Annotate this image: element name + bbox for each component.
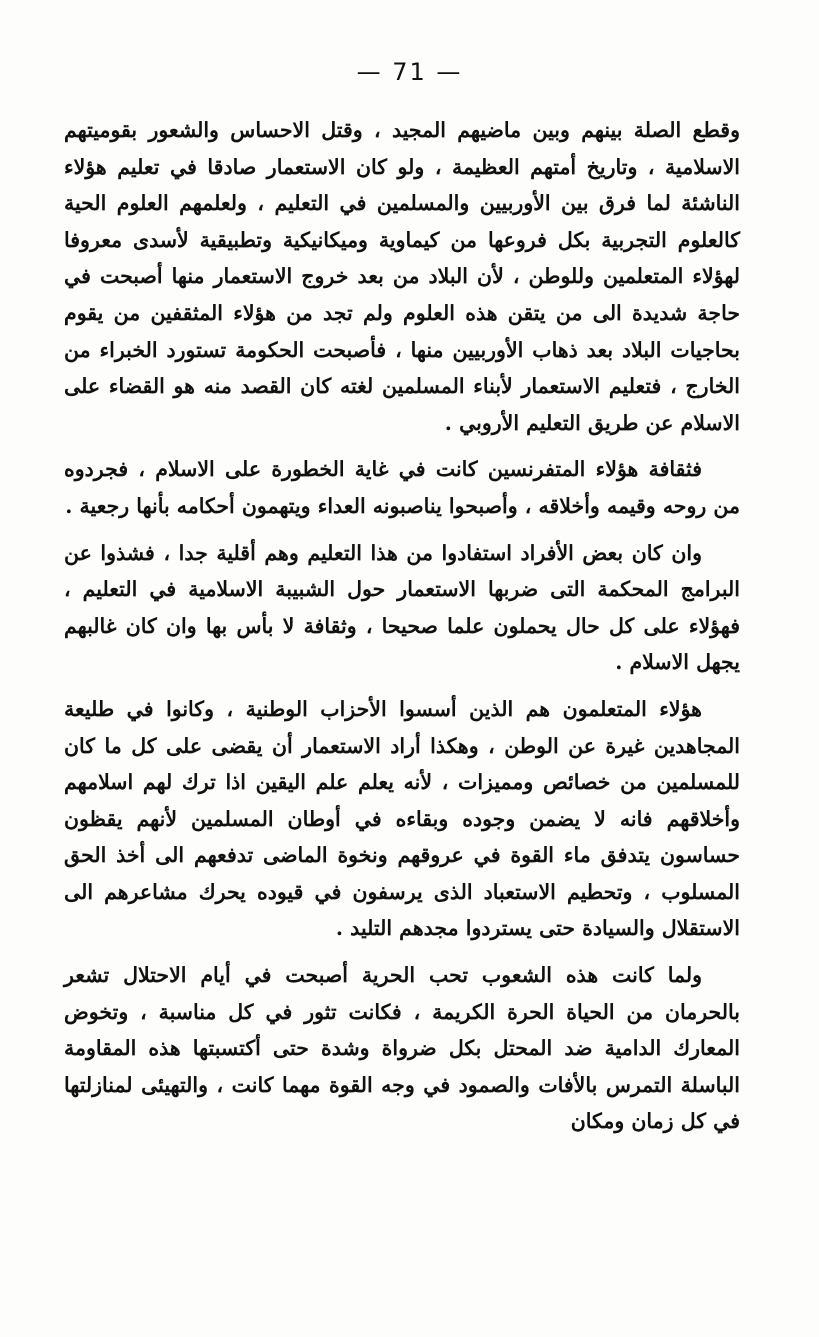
paragraph: وان كان بعض الأفراد استفادوا من هذا التعليم وهم أقلية جدا ، فشذوا عن البرامج المحكمة التى ضربها الاستعمار حول الشبيبة الاسلامية في التعليم ، فهؤلاء على كل حال يحملون علما صحيحا ، وثقافة لا بأس بها وان كان غالبهم يجهل الاسلام . <box>64 540 740 675</box>
paragraph: وقطع الصلة بينهم وبين ماضيهم المجيد ، وقتل الاحساس والشعور بقوميتهم الاسلامية ، وتاريخ أمتهم العظيمة ، ولو كان الاستعمار صادقا في تعليم هؤلاء الناشئة لما فرق بين الأوربيين والمسلمين في التعليم ، ولعلمهم العلوم الحية كالعلوم التجربية بكل فروعها من كيماوية وميكانيكية وتطبيقية لأسدى معروفا لهؤلاء المتعلمين وللوطن ، لأن البلاد من بعد خروج الاستعمار منها أصبحت في حاجة شديدة الى من يتقن هذه العلوم ولم تجد من هؤلاء المثقفين من يقوم بحاجيات البلاد بعد ذهاب الأوربيين منها ، فأصبحت الحكومة تستورد الخبراء من الخارج ، فتعليم الاستعمار لأبناء المسلمين لغته كان القصد منه هو القضاء على الاسلام عن طريق التعليم الأروبي . <box>64 118 740 435</box>
paragraph: فثقافة هؤلاء المتفرنسين كانت في غاية الخطورة على الاسلام ، فجردوه من روحه وقيمه وأخلاقه ، وأصبحوا يناصبونه العداء ويتهمون أحكامه بأنها رجعية . <box>64 457 740 518</box>
paragraph: هؤلاء المتعلمون هم الذين أسسوا الأحزاب الوطنية ، وكانوا في طليعة المجاهدين غيرة عن الوطن ، وهكذا أراد الاستعمار أن يقضى على كل ما كان للمسلمين من خصائص ومميزات ، لأنه يعلم علم اليقين اذا ترك لهم اسلامهم وأخلاقهم فانه لا يضمن وجوده وبقاءه في أوطان المسلمين لأنهم يقظون حساسون يتدفق ماء القوة في عروقهم ونخوة الماضى تدفعهم الى أخذ الحق المسلوب ، وتحطيم الاستعباد الذى يرسفون في قيوده يحرك مشاعرهم الى الاستقلال والسيادة حتى يستردوا مجدهم التليد . <box>64 696 740 941</box>
paragraph: ولما كانت هذه الشعوب تحب الحرية أصبحت في أيام الاحتلال تشعر بالحرمان من الحياة الحرة الكريمة ، فكانت تثور في كل مناسبة ، وتخوض المعارك الدامية ضد المحتل بكل ضرواة وشدة حتى أكتسبتها هذه المقاومة الباسلة التمرس بالأفات والصمود في وجه القوة مهما كانت ، والتهيئى لمنازلتها في كل زمان ومكان <box>64 963 740 1134</box>
page-number: — 71 — <box>356 58 463 86</box>
body-text <box>64 112 740 1150</box>
